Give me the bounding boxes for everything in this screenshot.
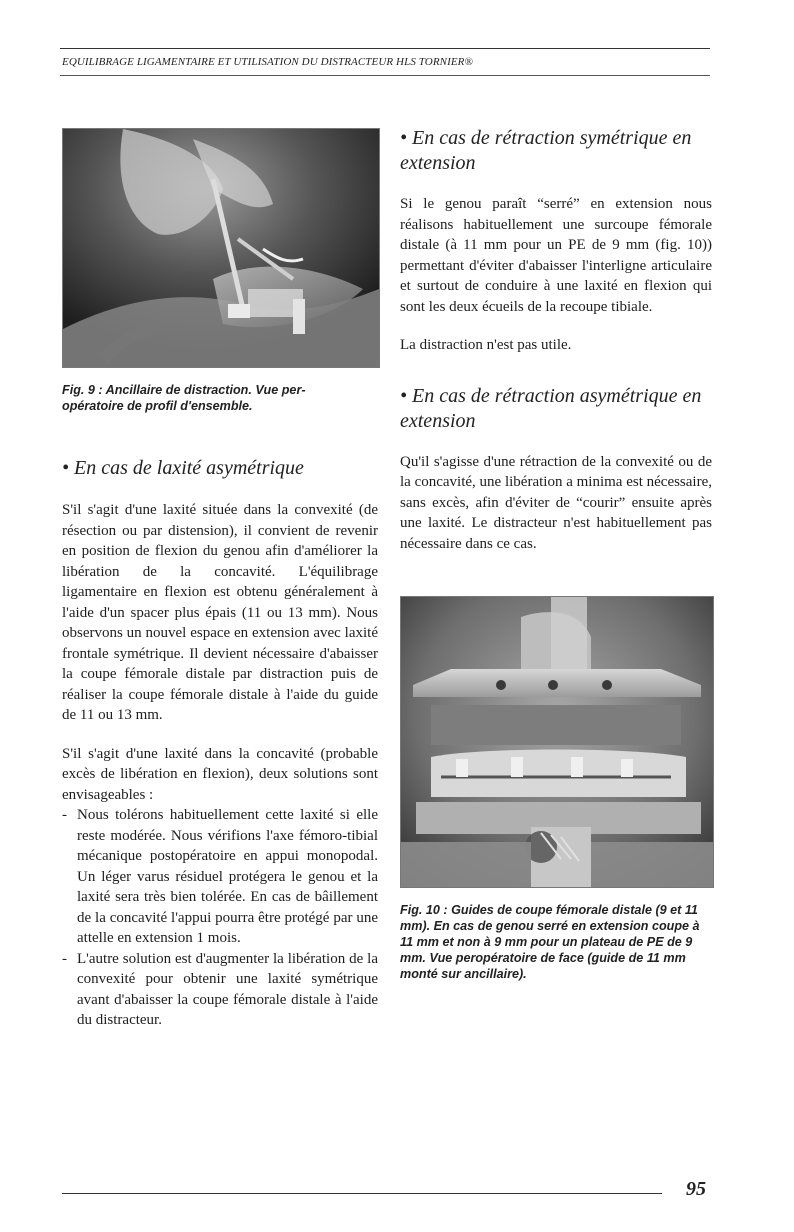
section-title-laxite-asymetrique: • En cas de laxité asymétrique	[62, 457, 304, 479]
header-rule-top	[60, 48, 710, 49]
list-item: - Nous tolérons habituellement cette laxité si elle reste modérée. Nous vérifions l'axe fémoro-tibial mécanique postopératoire en appui monopodal. Un léger varus résiduel protégera le genou et la laxité sera très bien tolérée. En cas de bâillement de la concavité l'appui pourra être protégé par une attelle en extension 1 mois.	[62, 805, 378, 949]
solutions-list	[62, 805, 378, 1031]
paragraph: S'il s'agit d'une laxité située dans la convexité (de résection ou par distension), il convient de revenir en position de flexion du genou afin d'améliorer la libération de la concavité. L'équilibrage ligamentaire en flexion est obtenu généralement à l'aide d'un spacer plus épais (11 ou 13 mm). Nous observons un nouvel espace en extension avec laxité frontale symétrique. Il devient nécessaire d'abaisser la coupe fémorale distale par distraction puis de réaliser la coupe fémorale distale à l'aide du guide de 11 ou 13 mm.	[62, 502, 378, 723]
running-header: EQUILIBRAGE LIGAMENTAIRE ET UTILISATION DU DISTRACTEUR HLS TORNIER®	[62, 56, 473, 68]
list-item: - L'autre solution est d'augmenter la libération de la convexité pour obtenir une laxité symétrique avant d'abaisser la coupe fémorale distale à l'aide du distracteur.	[62, 949, 378, 1031]
right-column	[400, 126, 712, 982]
left-column	[62, 128, 378, 1031]
figure-10-caption: Fig. 10 : Guides de coupe fémorale distale (9 et 11 mm). En cas de genou serré en extension coupe à 11 mm et non à 9 mm pour un plateau de PE de 9 mm. Vue peropératoire de face (guide de 11 mm monté sur ancillaire).	[400, 903, 700, 981]
figure-9-image	[63, 129, 379, 367]
section-title-retraction-symetrique: • En cas de rétraction symétrique en extension	[400, 127, 692, 174]
section-title-retraction-asymetrique: • En cas de rétraction asymétrique en extension	[400, 384, 702, 432]
figure-10-image	[401, 597, 713, 887]
paragraph: Qu'il s'agisse d'une rétraction de la convexité ou de la concavité, une libération a minima est nécessaire, sans excès, afin d'éviter de “courir” ensuite après une laxité. Le distracteur n'est habituellement pas nécessaire dans ce cas.	[400, 453, 712, 552]
page-number: 95	[686, 1178, 706, 1200]
figure-10-photo	[400, 596, 714, 888]
header-rule-bottom	[60, 75, 710, 76]
paragraph: La distraction n'est pas utile.	[400, 337, 572, 353]
paragraph: S'il s'agit d'une laxité dans la concavité (probable excès de libération en flexion), deux solutions sont envisageables :	[62, 745, 378, 803]
figure-9-photo	[62, 128, 380, 368]
figure-9-caption: Fig. 9 : Ancillaire de distraction. Vue per-opératoire de profil d'ensemble.	[62, 383, 306, 413]
footer-rule	[62, 1193, 662, 1194]
paragraph: Si le genou paraît “serré” en extension nous réalisons habituellement une surcoupe fémorale distale (à 11 mm pour un PE de 9 mm (fig. 10)) permettant d'éviter d'abaisser l'interligne articulaire et surtout de conduire à une laxité en flexion qui sont les deux écueils de la recoupe tibiale.	[400, 196, 712, 315]
